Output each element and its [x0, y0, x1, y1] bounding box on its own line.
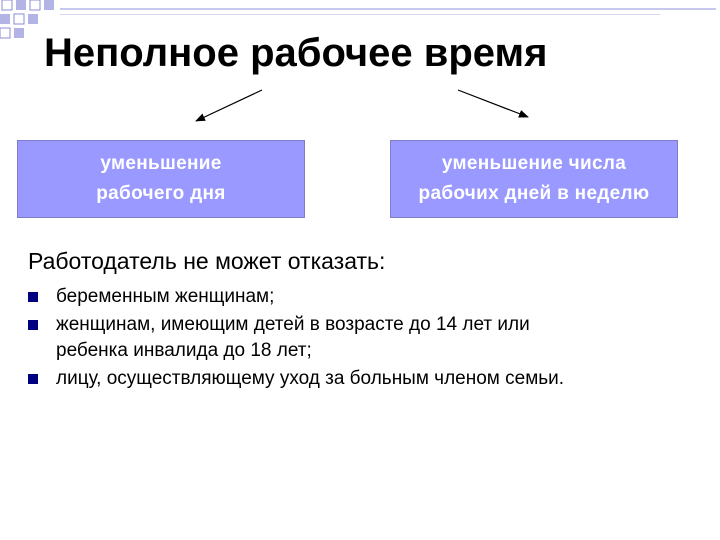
- arrow-left-icon: [196, 90, 262, 121]
- list-item: [28, 366, 718, 392]
- arrow-right-icon: [458, 90, 528, 117]
- list-item-text: ребенка инвалида до 18 лет;: [56, 340, 312, 361]
- square-bullet-icon: [28, 292, 38, 302]
- box-reduce-working-days-per-week: [390, 140, 678, 218]
- bullet-list: [28, 284, 718, 394]
- box-reduce-working-day: [17, 140, 305, 218]
- subheading: Работодатель не может отказать:: [28, 248, 386, 274]
- list-item-text: женщинам, имеющим детей в возрасте до 14 лет или: [56, 314, 530, 335]
- list-item-text: лицу, осуществляющему уход за больным членом семьи.: [56, 368, 565, 389]
- list-item: [28, 284, 718, 310]
- box-right-line-2: рабочих дней в неделю: [418, 183, 650, 204]
- list-item: [28, 312, 718, 364]
- page-title: Неполное рабочее время: [44, 31, 548, 75]
- square-bullet-icon: [28, 320, 38, 330]
- box-left-line-1: уменьшение: [100, 153, 222, 174]
- list-item-text: беременным женщинам;: [56, 286, 275, 307]
- box-right-line-1: уменьшение числа: [441, 153, 627, 174]
- box-left-line-2: рабочего дня: [96, 183, 226, 204]
- square-bullet-icon: [28, 374, 38, 384]
